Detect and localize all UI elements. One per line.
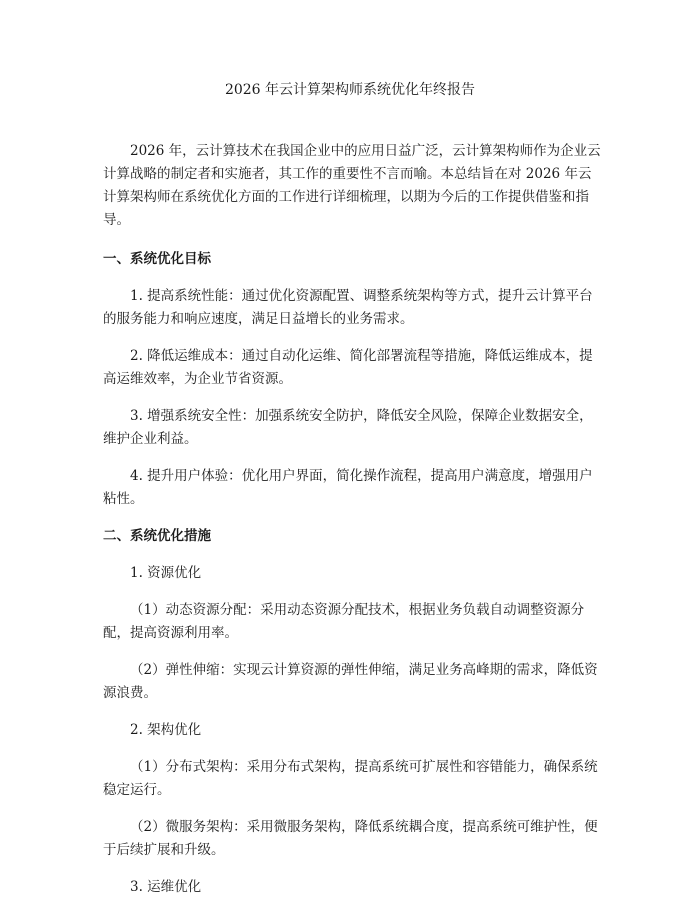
measure-item: （1）分布式架构：采用分布式架构，提高系统可扩展性和容错能力，确保系统稳定运行。 bbox=[103, 759, 598, 798]
goal-item: 1. 提高系统性能：通过优化资源配置、调整系统架构等方式，提升云计算平台的服务能力和响应速度，满足日益增长的业务需求。 bbox=[103, 288, 593, 327]
section-heading-goals: 一、系统优化目标 bbox=[103, 251, 211, 267]
goal-item: 4. 提升用户体验：优化用户界面，简化操作流程，提高用户满意度，增强用户粘性。 bbox=[103, 468, 593, 507]
subsection-title-operations: 3. 运维优化 bbox=[130, 879, 202, 895]
document-body bbox=[103, 140, 603, 899]
section-heading-measures: 二、系统优化措施 bbox=[103, 528, 211, 544]
document-title: 2026 年云计算架构师系统优化年终报告 bbox=[224, 82, 476, 98]
measure-item: （2）微服务架构：采用微服务架构，降低系统耦合度，提高系统可维护性，便于后续扩展和升级。 bbox=[103, 819, 598, 858]
measure-item: （1）动态资源分配：采用动态资源分配技术，根据业务负载自动调整资源分配，提高资源利用率。 bbox=[103, 602, 585, 641]
goal-item: 3. 增强系统安全性：加强系统安全防护，降低安全风险，保障企业数据安全，维护企业利益。 bbox=[103, 408, 593, 447]
measure-item: （2）弹性伸缩：实现云计算资源的弹性伸缩，满足业务高峰期的需求，降低资源浪费。 bbox=[103, 662, 598, 701]
subsection-title-resource: 1. 资源优化 bbox=[130, 565, 202, 581]
subsection-title-architecture: 2. 架构优化 bbox=[130, 722, 202, 738]
intro-paragraph: 2026 年，云计算技术在我国企业中的应用日益广泛，云计算架构师作为企业云计算战略的制定者和实施者，其工作的重要性不言而喻。本总结旨在对 2026 年云计算架构师在系统优化方面的工作进行详细梳理，以期为今后的工作提供借鉴和指导。 bbox=[103, 143, 601, 228]
goal-item: 2. 降低运维成本：通过自动化运维、简化部署流程等措施，降低运维成本，提高运维效率，为企业节省资源。 bbox=[103, 348, 593, 387]
